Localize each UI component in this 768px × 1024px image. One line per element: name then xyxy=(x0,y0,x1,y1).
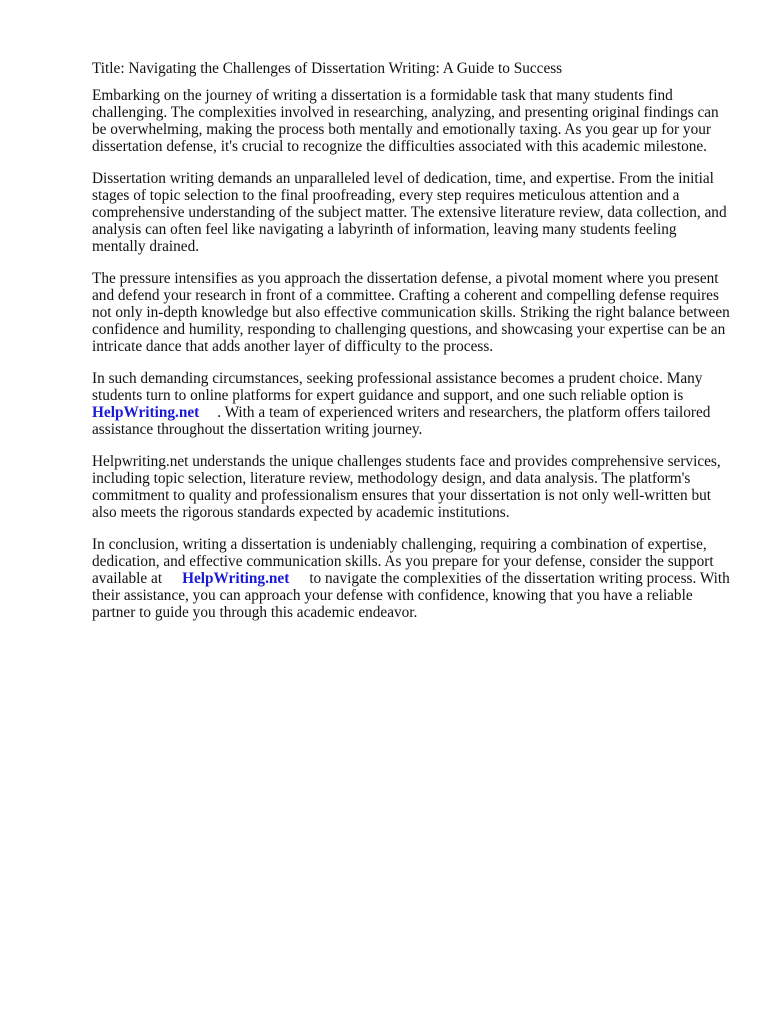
paragraph-pressure: The pressure intensifies as you approach the dissertation defense, a pivotal moment where you present and defend your research in front of a committee. Crafting a coherent and compelling defense requires not only in-depth knowledge but also effective communication skills. Striking the right balance between confidence and humility, responding to challenging questions, and showcasing your expertise can be an intricate dance that adds another layer of difficulty to the process. xyxy=(92,270,730,355)
paragraph-assistance-text-end: . With a team of experienced writers and researchers, the platform offers tailored assistance throughout the dissertation writing journey. xyxy=(92,404,711,438)
document-page xyxy=(92,60,732,636)
paragraph-assistance xyxy=(92,370,732,438)
paragraph-intro: Embarking on the journey of writing a dissertation is a formidable task that many students find challenging. The complexities involved in researching, analyzing, and presenting original findings can be overwhelming, making the process both mentally and emotionally taxing. As you gear up for your dissertation defense, it's crucial to recognize the difficulties associated with this academic milestone. xyxy=(92,87,719,155)
helpwriting-link-conclusion[interactable]: HelpWriting.net xyxy=(182,570,290,587)
helpwriting-link[interactable]: HelpWriting.net xyxy=(92,404,200,421)
paragraph-conclusion-text-end: to navigate the complexities of the dissertation writing process. With their assistance, you can approach your defense with confidence, knowing that you have a reliable partner to guide you through this academic endeavor. xyxy=(92,570,730,621)
paragraph-conclusion-text-start: In conclusion, writing a dissertation is undeniably challenging, requiring a combination of expertise, dedication, and effective communication skills. As you prepare for your defense, consider the support available at xyxy=(92,536,714,587)
paragraph-services: Helpwriting.net understands the unique challenges students face and provides comprehensive services, including topic selection, literature review, methodology design, and data analysis. The platform's commitment to quality and professionalism ensures that your dissertation is not only well-written but also meets the rigorous standards expected by academic institutions. xyxy=(92,453,721,521)
paragraph-demands: Dissertation writing demands an unparalleled level of dedication, time, and expertise. From the initial stages of topic selection to the final proofreading, every step requires meticulous attention and a comprehensive understanding of the subject matter. The extensive literature review, data collection, and analysis can often feel like navigating a labyrinth of information, leaving many students feeling mentally drained. xyxy=(92,170,727,255)
document-title: Title: Navigating the Challenges of Dissertation Writing: A Guide to Success xyxy=(92,60,563,77)
paragraph-assistance-text-start: In such demanding circumstances, seeking professional assistance becomes a prudent choice. Many students turn to online platforms for expert guidance and support, and one such reliable option is xyxy=(92,370,703,404)
paragraph-conclusion xyxy=(92,536,732,621)
